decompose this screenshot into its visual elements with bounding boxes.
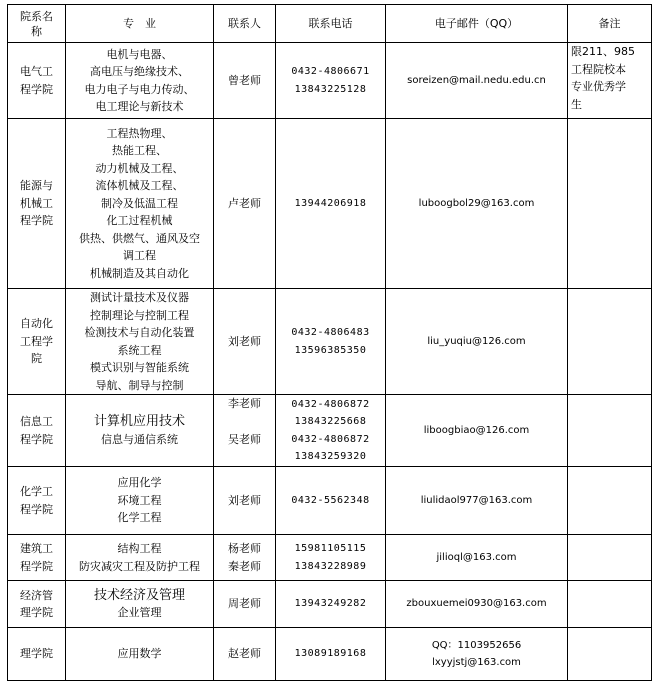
header-dept: 院系名称 — [8, 5, 66, 43]
cell-line: 能源与 — [20, 179, 53, 193]
cell-line: 建筑工 — [20, 542, 53, 555]
contact-cell — [214, 628, 276, 681]
cell-line: 13596385350 — [294, 344, 367, 356]
cell-line: 0432-4806671 — [291, 66, 370, 77]
cell-line: 专业优秀学 — [571, 80, 626, 93]
cell-line: jilioql@163.com — [436, 551, 517, 563]
cell-line: 测试计量技术及仪器 — [90, 291, 189, 304]
cell-line: 经济管 — [20, 588, 53, 602]
cell-line: 供热、供燃气、通风及空 — [79, 231, 200, 245]
contact-cell — [214, 467, 276, 535]
cell-line: 理学院 — [20, 647, 53, 661]
email-cell — [386, 395, 568, 467]
table-row — [8, 43, 652, 119]
note-cell — [568, 43, 652, 119]
cell-line: zbouxuemei0930@163.com — [406, 598, 547, 610]
cell-line: 应用数学 — [117, 647, 162, 661]
header-email: 电子邮件（QQ） — [386, 5, 568, 43]
cell-line: 应用化学 — [117, 476, 162, 490]
cell-line: 系统工程 — [117, 343, 162, 357]
phone-cell — [276, 119, 386, 289]
header-note: 备注 — [568, 5, 652, 43]
major-cell — [66, 395, 214, 467]
cell-line: 工程热物理、 — [106, 126, 173, 140]
cell-line: 13843225668 — [294, 416, 367, 427]
cell-line: 0432-4806872 — [291, 398, 370, 410]
note-cell — [568, 467, 652, 535]
dept-cell — [8, 628, 66, 681]
cell-line: 13843225128 — [294, 83, 367, 95]
cell-line: 环境工程 — [117, 493, 162, 507]
cell-line: 0432-4806483 — [291, 327, 370, 338]
note-cell — [568, 289, 652, 395]
cell-line: 周老师 — [228, 597, 261, 611]
cell-line: 程学院 — [20, 214, 53, 228]
table-row — [8, 581, 652, 628]
cell-line: 李老师 — [228, 397, 261, 410]
cell-line: 院 — [31, 352, 42, 366]
cell-line: 13843228989 — [294, 560, 367, 572]
cell-line: 结构工程 — [117, 542, 162, 555]
cell-line: 0432-5562348 — [291, 494, 370, 506]
contact-cell — [214, 581, 276, 628]
cell-line: liu_yuqiu@126.com — [427, 335, 526, 347]
note-cell — [568, 628, 652, 681]
dept-cell — [8, 43, 66, 119]
cell-line: 模式识别与智能系统 — [90, 361, 189, 374]
cell-line: 程学院 — [20, 432, 53, 446]
phone-cell — [276, 628, 386, 681]
cell-line: 程学院 — [20, 502, 53, 516]
cell-line: liboogbiao@126.com — [423, 424, 530, 436]
phone-cell — [276, 581, 386, 628]
cell-line: 13089189168 — [294, 648, 367, 660]
major-cell — [66, 628, 214, 681]
cell-line: 信息工 — [20, 415, 53, 428]
cell-line: 电工理论与新技术 — [95, 100, 184, 113]
major-cell — [66, 581, 214, 628]
header-contact: 联系人 — [214, 5, 276, 43]
major-cell — [66, 43, 214, 119]
cell-line: soreizen@mail.nedu.edu.cn — [407, 74, 546, 86]
cell-line: 刘老师 — [228, 493, 261, 507]
cell-line: 0432-4806872 — [291, 433, 370, 445]
note-cell — [568, 581, 652, 628]
phone-cell — [276, 467, 386, 535]
phone-cell — [276, 289, 386, 395]
note-cell — [568, 395, 652, 467]
cell-line: 赵老师 — [228, 647, 261, 661]
major-cell — [66, 535, 214, 581]
cell-line: 控制理论与控制工程 — [90, 308, 189, 322]
dept-cell — [8, 119, 66, 289]
header-row — [8, 5, 652, 43]
major-cell — [66, 467, 214, 535]
cell-line: 卢老师 — [228, 196, 261, 210]
email-cell — [386, 467, 568, 535]
header-phone: 联系电话 — [276, 5, 386, 43]
cell-line: 流体机械及工程、 — [95, 179, 184, 193]
table-row — [8, 395, 652, 467]
cell-line: 杨老师 — [228, 542, 261, 555]
cell-line: 动力机械及工程、 — [95, 161, 184, 175]
cell-line: 化工过程机械 — [106, 214, 173, 228]
cell-line: 生 — [571, 97, 582, 111]
cell-line: 刘老师 — [228, 334, 261, 348]
cell-line: 15981105115 — [294, 543, 367, 554]
phone-cell — [276, 535, 386, 581]
cell-line: 机械工 — [20, 196, 53, 210]
dept-cell — [8, 395, 66, 467]
dept-cell — [8, 289, 66, 395]
contact-cell — [214, 43, 276, 119]
cell-line: 化学工 — [20, 485, 53, 498]
contact-cell — [214, 395, 276, 467]
major-cell — [66, 119, 214, 289]
cell-line: 企业管理 — [117, 606, 162, 619]
cell-line: 机械制造及其自动化 — [90, 266, 189, 280]
cell-line: luboogbol29@163.com — [418, 197, 535, 209]
cell-line: 热能工程、 — [112, 144, 167, 158]
email-cell — [386, 581, 568, 628]
cell-line: 工程学 — [20, 334, 53, 348]
cell-line: 13843259320 — [294, 451, 367, 462]
table-row — [8, 628, 652, 681]
cell-line: 防灾减灾工程及防护工程 — [79, 559, 200, 573]
dept-cell — [8, 535, 66, 581]
email-cell — [386, 43, 568, 119]
cell-line: 计算机应用技术 — [93, 414, 185, 429]
cell-line: 电气工 — [20, 65, 53, 78]
cell-line: 自动化 — [20, 317, 53, 331]
email-cell — [386, 289, 568, 395]
cell-line: 化学工程 — [117, 511, 162, 525]
cell-line: 程学院 — [20, 559, 53, 573]
email-cell — [386, 535, 568, 581]
cell-line: 吴老师 — [228, 432, 261, 446]
email-cell — [386, 119, 568, 289]
email-cell — [386, 628, 568, 681]
cell-line: 程学院 — [20, 82, 53, 96]
cell-line: 13943249282 — [294, 598, 367, 610]
contact-cell — [214, 289, 276, 395]
table-row — [8, 535, 652, 581]
cell-line: 信息与通信系统 — [101, 432, 178, 446]
cell-line: 工程院校本 — [571, 62, 626, 76]
note-cell — [568, 119, 652, 289]
phone-cell — [276, 43, 386, 119]
header-major: 专 业 — [66, 5, 214, 43]
contact-cell — [214, 119, 276, 289]
phone-cell — [276, 395, 386, 467]
cell-line: 高电压与绝缘技术、 — [90, 65, 189, 78]
dept-cell — [8, 467, 66, 535]
cell-line: 电机与电器、 — [106, 47, 173, 61]
cell-line: 理学院 — [20, 606, 53, 619]
table-row — [8, 119, 652, 289]
cell-line: 技术经济及管理 — [93, 587, 185, 603]
cell-line: 导航、制导与控制 — [95, 378, 184, 392]
cell-line: 制冷及低温工程 — [101, 196, 178, 210]
cell-line: 13944206918 — [294, 197, 367, 209]
dept-cell — [8, 581, 66, 628]
cell-line: lxyyjstj@163.com — [432, 657, 521, 668]
cell-line: 秦老师 — [228, 559, 261, 573]
note-cell — [568, 535, 652, 581]
contact-cell — [214, 535, 276, 581]
cell-line: 限211、985 — [571, 45, 635, 58]
cell-line: 电力电子与电力传动、 — [84, 82, 195, 96]
cell-line: 调工程 — [123, 249, 156, 263]
contact-table — [7, 4, 652, 681]
table-row — [8, 467, 652, 535]
cell-line: liulidaol977@163.com — [420, 494, 533, 506]
major-cell — [66, 289, 214, 395]
table-row — [8, 289, 652, 395]
cell-line: QQ：1103952656 — [431, 639, 522, 651]
cell-line: 检测技术与自动化装置 — [84, 326, 195, 339]
cell-line: 曾老师 — [228, 73, 261, 87]
